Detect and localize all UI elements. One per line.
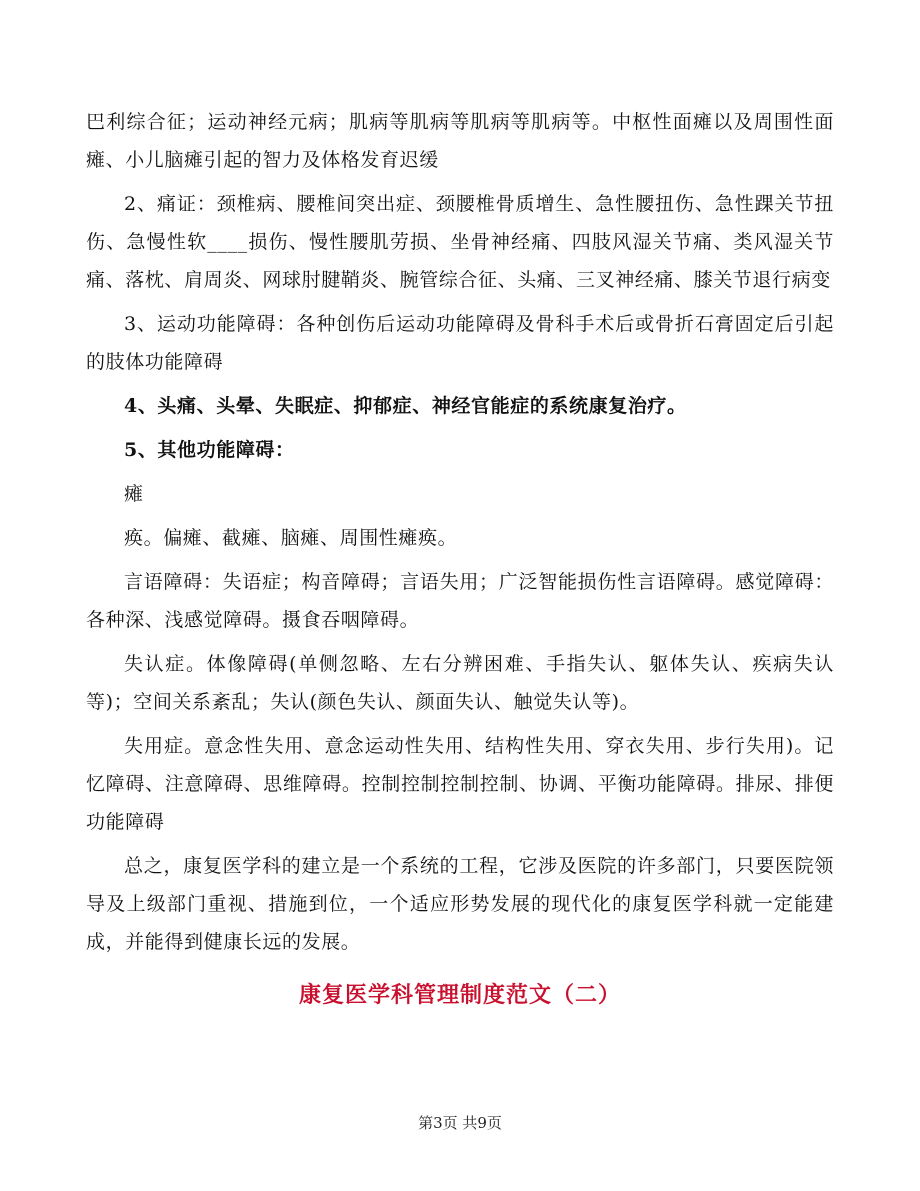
paragraph-paralysis-types: 痪。偏瘫、截瘫、脑瘫、周围性瘫痪。 <box>124 527 458 549</box>
paragraph-apraxia: 失用症。意念性失用、意念运动性失用、结构性失用、穿衣失用、步行失用)。记忆障碍、注意障碍、思维障碍。控制控制控制控制、协调、平衡功能障碍。排尿、排便功能障碍 <box>86 735 834 833</box>
paragraph-agnosia: 失认症。体像障碍(单侧忽略、左右分辨困难、手指失认、躯体失认、疾病失认等)；空间关系紊乱；失认(颜色失认、颜面失认、触觉失认等)。 <box>86 653 834 713</box>
paragraph-motor-dysfunction: 3、运动功能障碍：各种创伤后运动功能障碍及骨科手术后或骨折石膏固定后引起的肢体功能障碍 <box>86 313 834 373</box>
paragraph-1: 巴利综合征；运动神经元病；肌病等肌病等肌病等肌病等。中枢性面瘫以及周围性面瘫、小儿脑瘫引起的智力及体格发育迟缓 <box>86 111 834 171</box>
paragraph-headache-insomnia: 4、头痛、头晕、失眠症、抑郁症、神经官能症的系统康复治疗。 <box>124 395 687 417</box>
paragraph-paralysis-start: 瘫 <box>124 483 144 505</box>
page-footer: 第3页 共9页 <box>418 1114 502 1132</box>
paragraph-conclusion: 总之，康复医学科的建立是一个系统的工程，它涉及医院的许多部门，只要医院领导及上级部门重视、措施到位，一个适应形势发展的现代化的康复医学科就一定能建成，并能得到健康长远的发展。 <box>86 855 834 953</box>
document-body <box>86 103 834 1015</box>
paragraph-pain-conditions: 2、痛证：颈椎病、腰椎间突出症、颈腰椎骨质增生、急性腰扭伤、急性踝关节扭伤、急慢性软____损伤、慢性腰肌劳损、坐骨神经痛、四肢风湿关节痛、类风湿关节痛、落枕、肩周炎、网球肘腱鞘炎、腕管综合征、头痛、三叉神经痛、膝关节退行病变 <box>86 193 834 291</box>
paragraph-other-dysfunction-heading: 5、其他功能障碍： <box>124 439 295 461</box>
section-title: 康复医学科管理制度范文（二） <box>298 982 621 1008</box>
paragraph-speech-disorders: 言语障碍：失语症；构音障碍；言语失用；广泛智能损伤性言语障碍。感觉障碍：各种深、浅感觉障碍。摄食吞咽障碍。 <box>86 571 834 631</box>
